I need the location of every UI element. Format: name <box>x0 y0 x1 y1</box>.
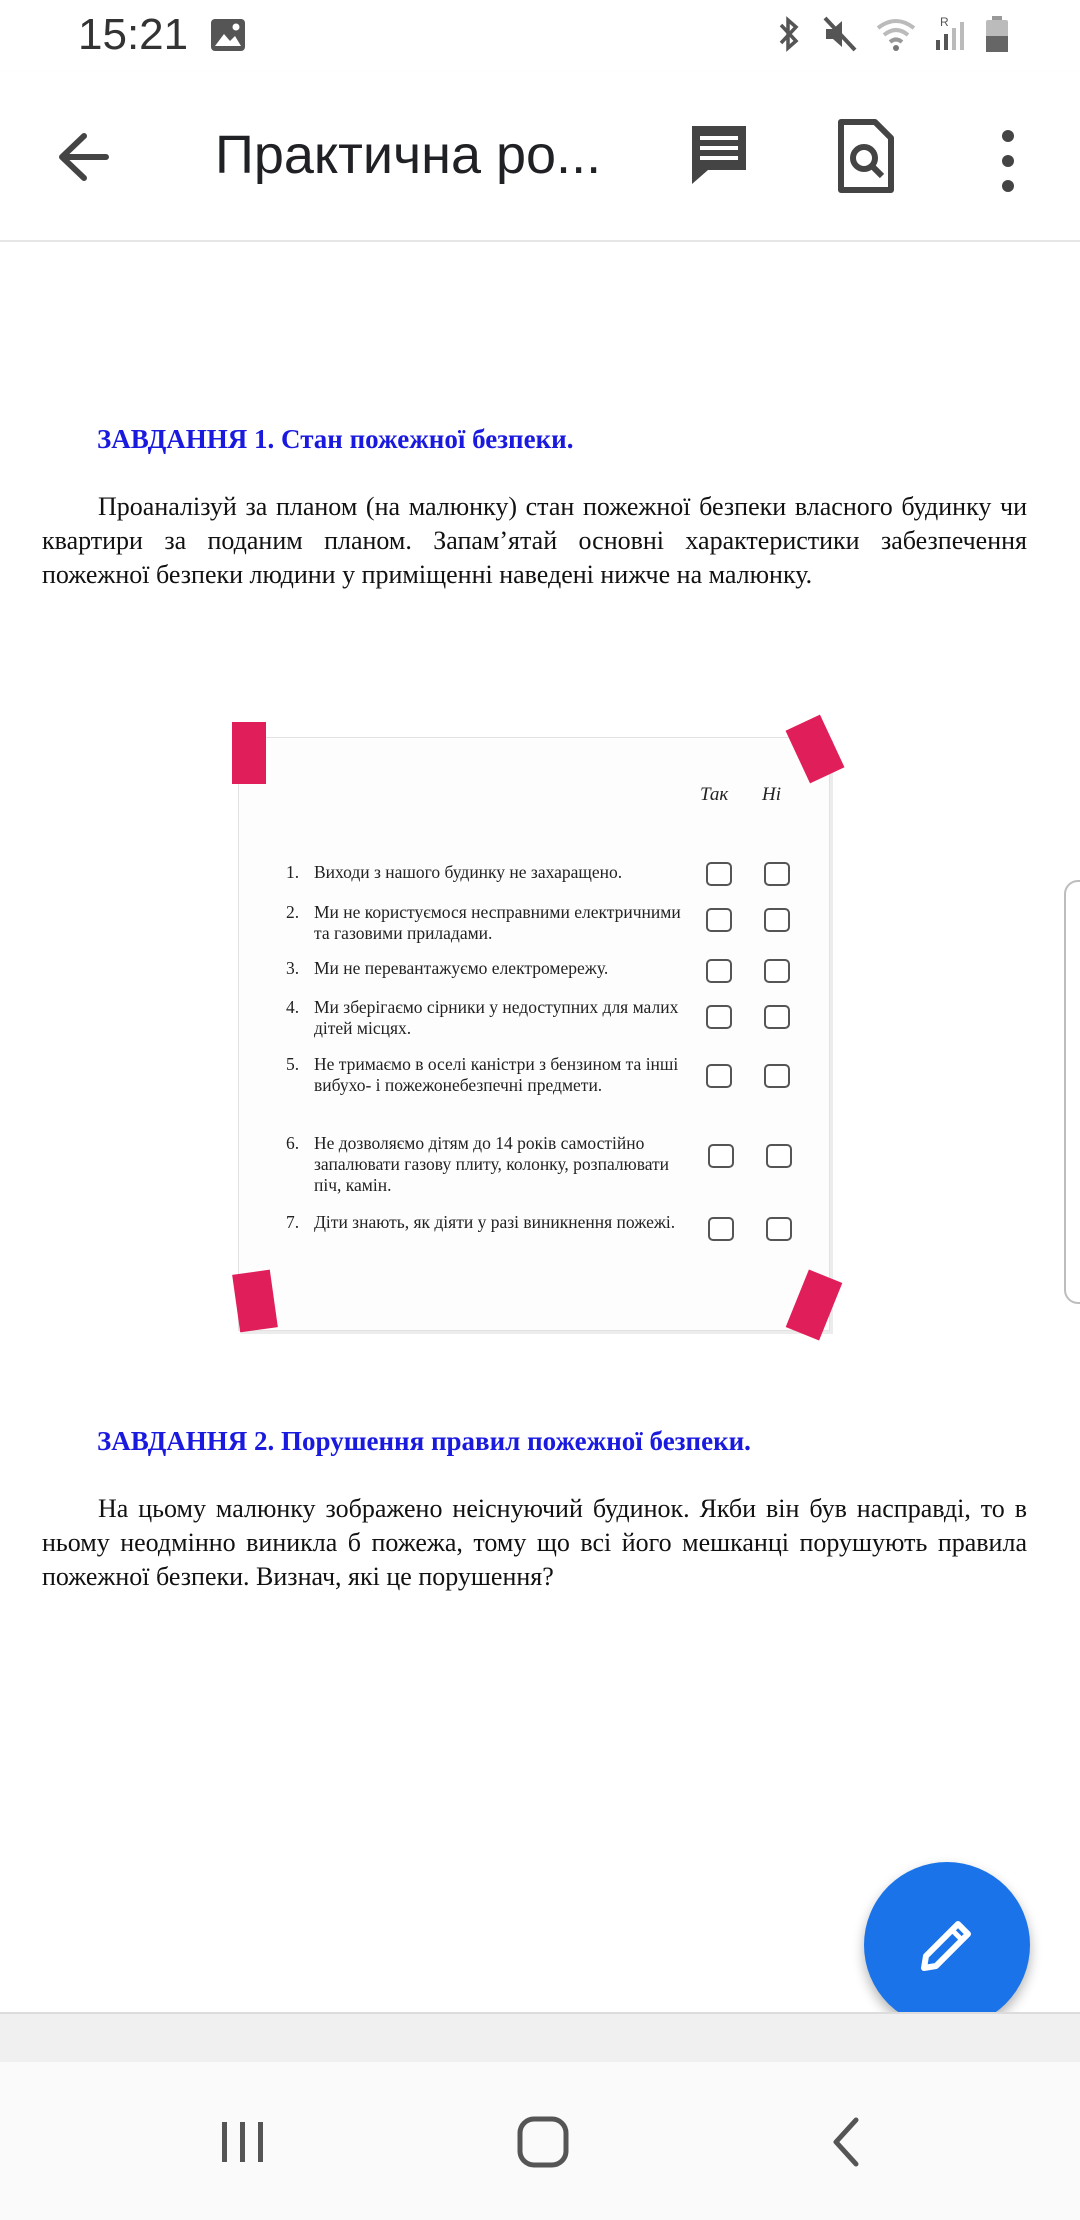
recent-apps-icon[interactable] <box>208 2112 278 2172</box>
checkbox-yes <box>706 908 732 932</box>
task1-paragraph: Проаналізуй за планом (на малюнку) стан пожежної безпеки власного будинку чи квартири за поданим планом. Запам’ятай основні характеристики забезпечення пожежної безпеки людини у приміщенні наведені нижче на малюнку. <box>42 492 1027 589</box>
task2-paragraph: На цьому малюнку зображено неіснуючий будинок. Якби він був насправді, то в ньому неодмінно виникла б пожежа, тому що всі його мешканці порушують правила пожежної безпеки. Визнач, які це порушення? <box>42 1494 1027 1591</box>
checkbox-yes <box>706 862 732 886</box>
back-nav-icon[interactable] <box>812 2112 882 2172</box>
image-notification-icon <box>210 18 246 57</box>
edit-button[interactable] <box>864 1862 1030 2028</box>
find-in-document-icon[interactable] <box>835 118 897 194</box>
status-time: 15:21 <box>78 10 189 59</box>
scrollbar-handle[interactable] <box>1064 880 1080 1304</box>
page-title: Практична ро... <box>215 125 602 185</box>
mute-icon <box>822 14 858 59</box>
tape-bottom-left <box>232 1270 278 1333</box>
battery-icon <box>984 14 1010 59</box>
app-bar <box>0 72 1080 242</box>
checkbox-yes <box>708 1217 734 1241</box>
checkbox-yes <box>706 1064 732 1088</box>
checkbox-yes <box>706 1005 732 1029</box>
svg-text:R: R <box>940 15 949 29</box>
checkbox-no <box>764 908 790 932</box>
task1-heading: ЗАВДАННЯ 1. Стан пожежної безпеки. <box>97 424 574 454</box>
document-page: ЗАВДАННЯ 1. Стан пожежної безпеки. Проаналізуй за планом (на малюнку) стан пожежної безпеки власного будинку чи квартири за поданим планом. Запам’ятай основні характеристики забезпечення пожежної безпеки людини у приміщенні наведені нижче на малюнку. Так Ні 1. Виходи з нашого будинку не захаращено. 2. Ми не користуємося несправними електричними та газовими приладами. 3. Ми не перевантажуємо електромережу. 4. Ми зберігаємо сірники у недоступних для малих дітей місцях. 5. Не тримаємо в оселі каністри з бензином та інші вибухо- і пожежонебезпечні предмети. 6. Не дозволяємо дітям до 14 років самостійно запалювати газову плиту, колонку, розпалювати піч, камін. 7. Діти знають, як діяти у разі виникнення пожежі. ЗАВДАННЯ 2. Порушення правил пожежної безпеки. На цьому малюнку зображено неіснуючий будинок. Якби він був насправді, то в ньому неодмінно виникла б пожежа, тому що всі його мешканці порушують правила пожежної безпеки. Визнач, які це порушення? <box>0 242 1080 2012</box>
checkbox-no <box>764 862 790 886</box>
status-bar <box>0 0 1080 72</box>
checkbox-no <box>764 959 790 983</box>
checkbox-no <box>764 1064 790 1088</box>
checkbox-no <box>764 1005 790 1029</box>
pencil-icon <box>914 1912 980 1978</box>
checkbox-no <box>766 1144 792 1168</box>
task2-heading: ЗАВДАННЯ 2. Порушення правил пожежної безпеки. <box>97 1426 751 1456</box>
document-bottom-edge <box>0 2012 1080 2064</box>
checkbox-yes <box>706 959 732 983</box>
signal-icon <box>934 14 966 59</box>
column-no: Ні <box>762 784 781 805</box>
home-icon[interactable] <box>508 2112 578 2172</box>
comment-icon[interactable] <box>686 120 752 190</box>
system-nav-bar <box>0 2062 1080 2220</box>
tape-top-left <box>232 722 266 784</box>
checkbox-no <box>766 1217 792 1241</box>
wifi-icon <box>876 14 916 59</box>
checkbox-yes <box>708 1144 734 1168</box>
column-yes: Так <box>700 784 729 805</box>
back-arrow-icon[interactable] <box>50 122 120 192</box>
more-options-icon[interactable] <box>990 126 1026 196</box>
bluetooth-icon <box>774 14 804 59</box>
